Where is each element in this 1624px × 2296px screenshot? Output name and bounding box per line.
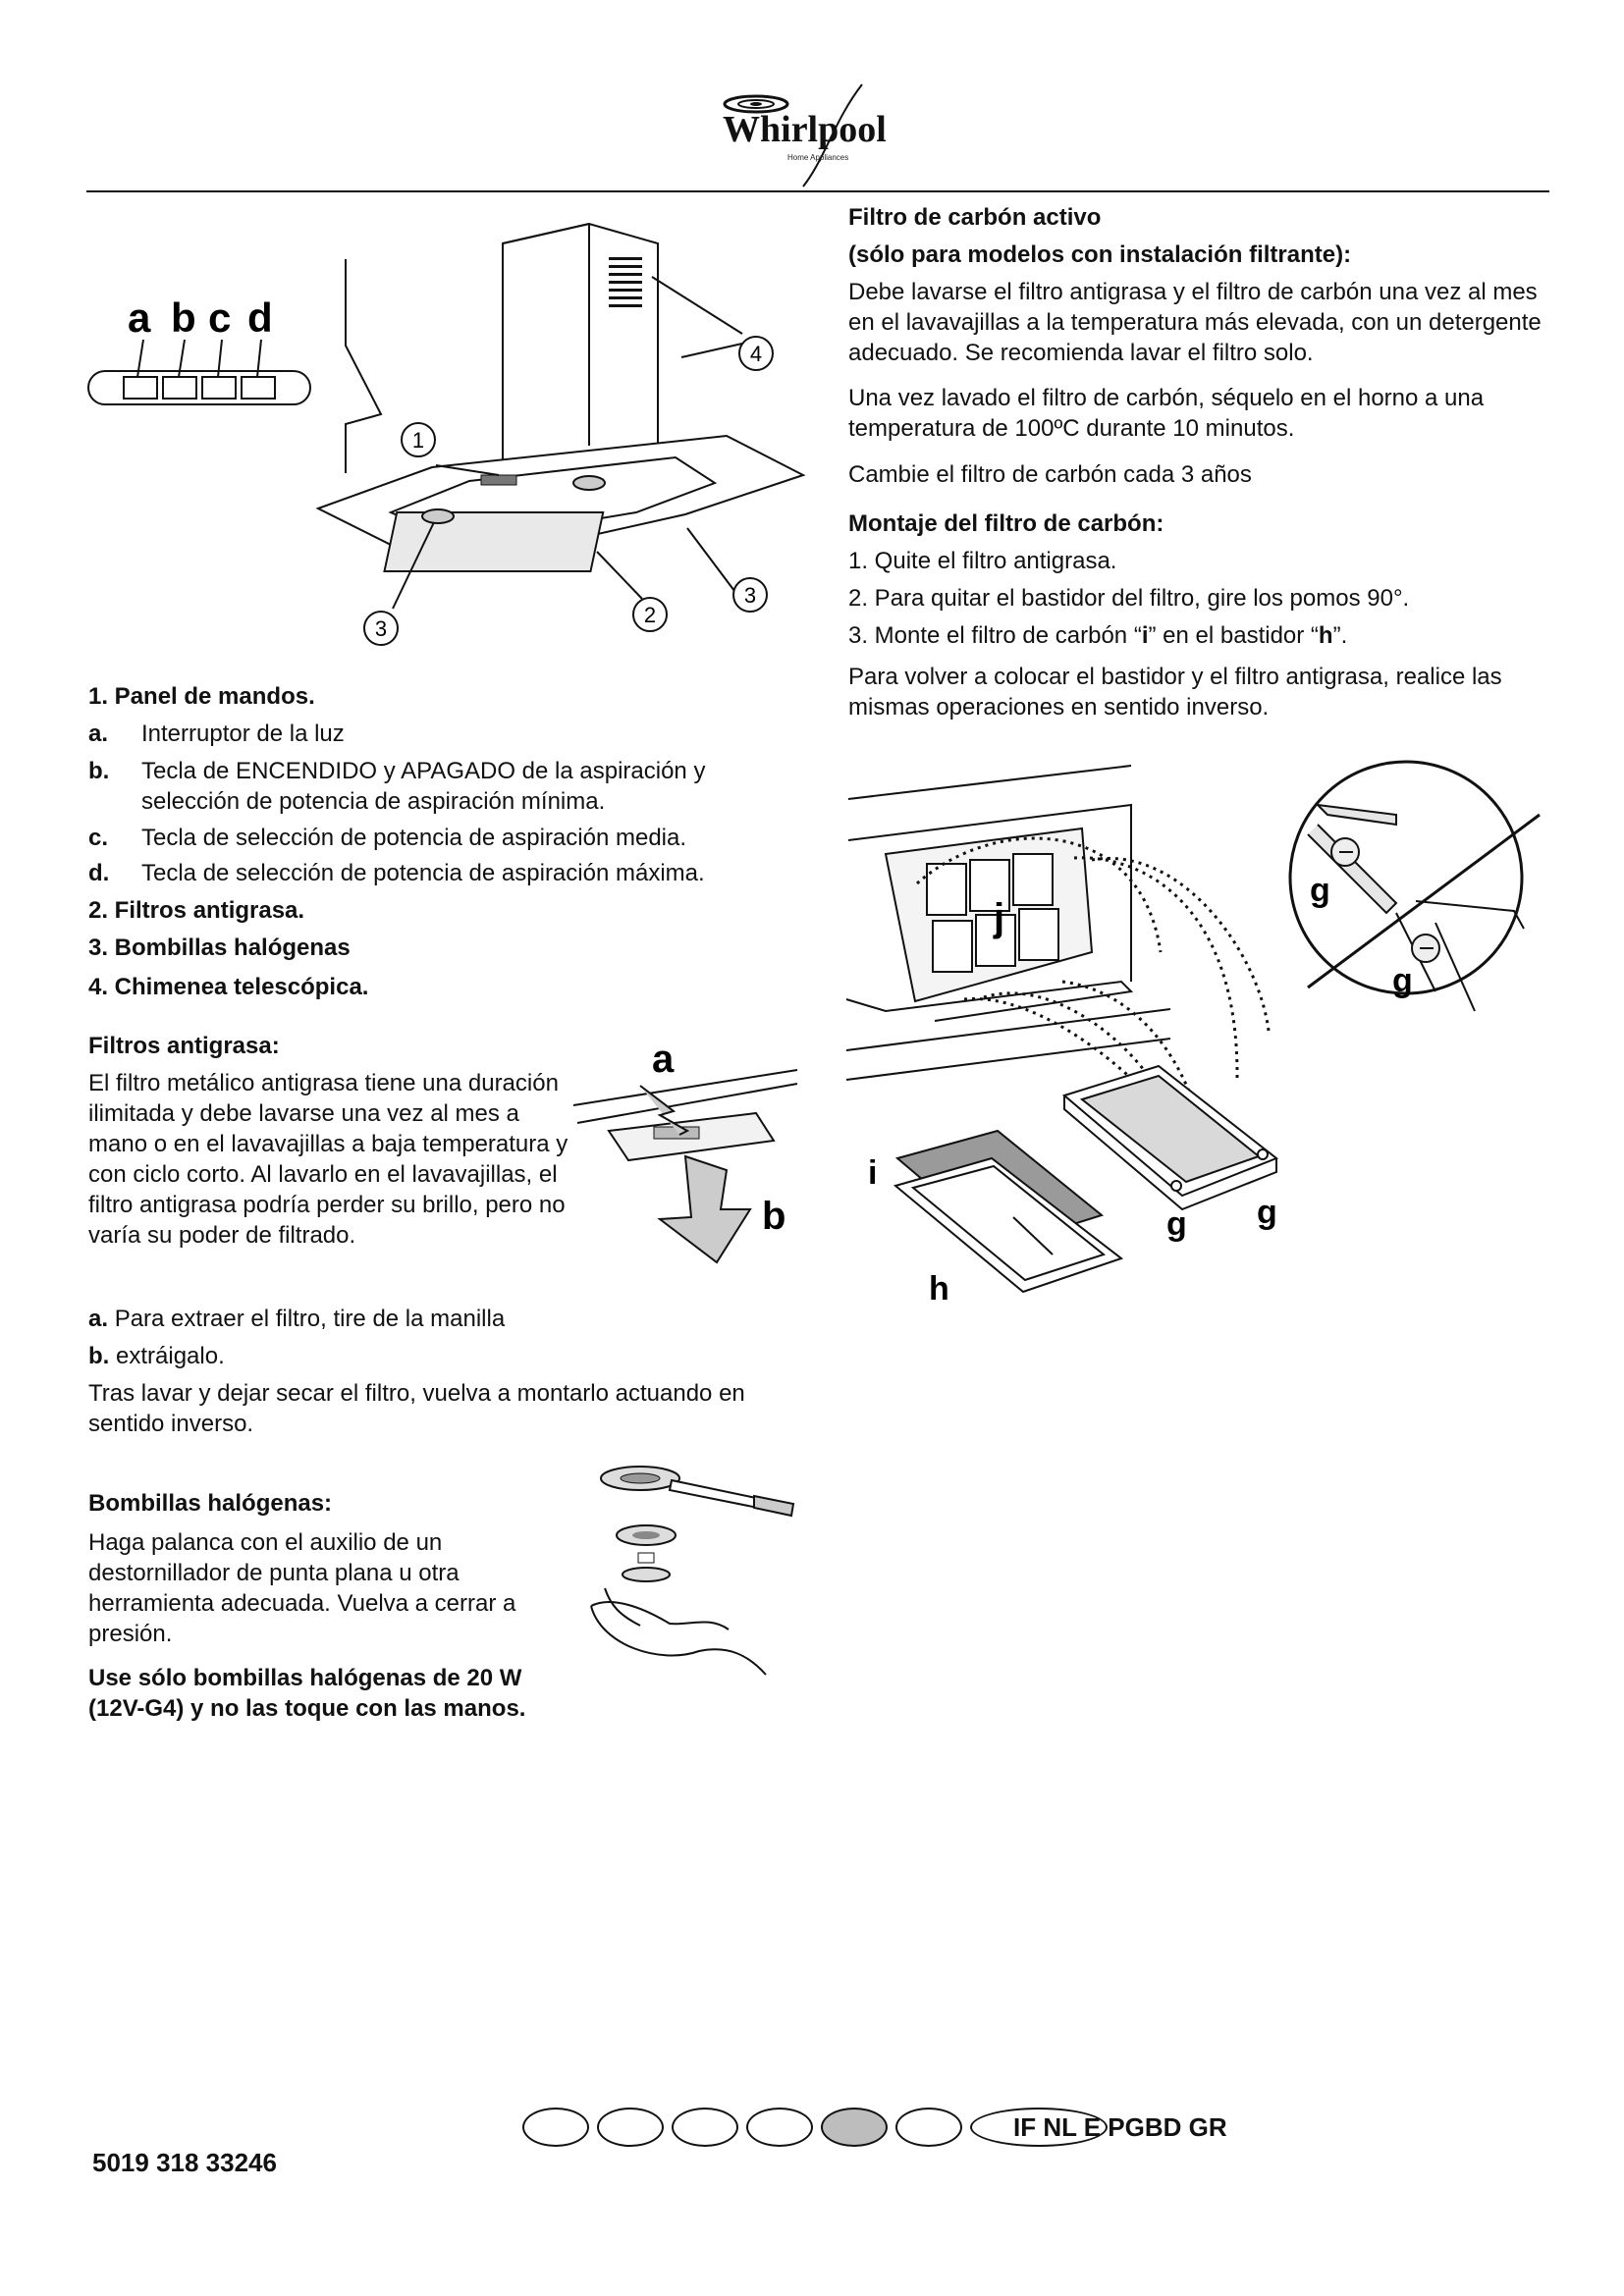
- mounting-heading: Montaje del filtro de carbón:: [848, 510, 1164, 537]
- fig-label-i: i: [868, 1154, 878, 1192]
- document-code: 5019 318 33246: [92, 2148, 277, 2177]
- halogen-heading: Bombillas halógenas:: [88, 1490, 333, 1517]
- carbon-filter-mounting-diagram: [846, 756, 1553, 1306]
- control-letter-a: a: [128, 294, 151, 341]
- callout-4: 4: [749, 342, 763, 366]
- grease-step-b: b. extráigalo.: [88, 1343, 225, 1369]
- carbon-paragraph-3: Cambie el filtro de carbón cada 3 años: [848, 461, 1252, 488]
- grease-heading: Filtros antigrasa:: [88, 1033, 280, 1059]
- callout-3-left: 3: [374, 616, 388, 641]
- parts-heading: 1. Panel de mandos.: [88, 683, 315, 710]
- language-pill-active: [821, 2108, 888, 2147]
- fig-label-b: b: [762, 1195, 786, 1238]
- parts-extra-2: 2. Filtros antigrasa.: [88, 897, 305, 924]
- callout-1: 1: [411, 428, 425, 453]
- parts-extra-3: 3. Bombillas halógenas: [88, 934, 351, 961]
- fig-label-a: a: [652, 1038, 675, 1081]
- carbon-paragraph-1: Debe lavarse el filtro antigrasa y el filtro de carbón una vez al mes en el lavavajillas a la temperatura más elevada, con un detergente adecuado. Se recomienda lavar el filtro solo.: [848, 279, 1542, 366]
- grease-body: El filtro metálico antigrasa tiene una duración ilimitada y debe lavarse una vez al mes a mano o en el lavavajillas a baja temperatura y con ciclo corto. Al lavarlo en el lavavajillas, el filtro antigrasa podría perder su brillo, pero no varía su poder de filtrado.: [88, 1070, 568, 1249]
- header-rule: [86, 190, 1549, 192]
- callout-3-right: 3: [743, 583, 757, 608]
- fig-label-g-mag-2: g: [1392, 962, 1413, 999]
- parts-item-c: c. Tecla de selección de potencia de aspiración media.: [88, 825, 687, 851]
- mounting-outro: Para volver a colocar el bastidor y el filtro antigrasa, realice las mismas operaciones en sentido inverso.: [848, 664, 1502, 721]
- brand-logo: [687, 80, 913, 188]
- language-pill: [522, 2108, 589, 2147]
- grease-step-a: a. Para extraer el filtro, tire de la manilla: [88, 1306, 506, 1332]
- language-pill: [597, 2108, 664, 2147]
- parts-extra-4: 4. Chimenea telescópica.: [88, 974, 369, 1000]
- fig-label-g-4: g: [1257, 1194, 1277, 1231]
- parts-item-b-label: b.: [88, 758, 110, 784]
- carbon-paragraph-2: Una vez lavado el filtro de carbón, séquelo en el horno a una temperatura de 100ºC durante 10 minutos.: [848, 385, 1485, 442]
- halogen-bulb-diagram: [581, 1459, 797, 1684]
- grease-after: Tras lavar y dejar secar el filtro, vuelva a montarlo actuando en sentido inverso.: [88, 1380, 745, 1437]
- halogen-warning: Use sólo bombillas halógenas de 20 W (12V-G4) y no las toque con las manos.: [88, 1665, 526, 1722]
- carbon-heading-2: (sólo para modelos con instalación filtrante):: [848, 241, 1352, 268]
- control-letter-d: d: [247, 294, 273, 341]
- mounting-step-3: 3. Monte el filtro de carbón “i” en el bastidor “h”.: [848, 622, 1348, 649]
- parts-item-b-text: Tecla de ENCENDIDO y APAGADO de la aspiración y selección de potencia de aspiración mínima.: [141, 758, 706, 815]
- carbon-heading-1: Filtro de carbón activo: [848, 204, 1102, 231]
- brand-name: Whirlpool: [723, 109, 887, 150]
- mounting-step-2: 2. Para quitar el bastidor del filtro, gire los pomos 90°.: [848, 585, 1410, 612]
- language-codes: IF NL E PGBD GR: [1013, 2112, 1227, 2142]
- fig-label-g-3: g: [1166, 1205, 1187, 1243]
- fig-label-h: h: [929, 1270, 949, 1308]
- hood-diagram: [86, 218, 793, 641]
- control-letter-b: b: [171, 294, 196, 341]
- control-letter-c: c: [208, 294, 232, 341]
- fig-label-j: j: [994, 896, 1005, 939]
- callout-2: 2: [643, 603, 657, 627]
- parts-item-a: a. Interruptor de la luz: [88, 721, 345, 747]
- language-pill: [746, 2108, 813, 2147]
- parts-item-d: d. Tecla de selección de potencia de aspiración máxima.: [88, 860, 705, 886]
- language-pill: [895, 2108, 962, 2147]
- mounting-step-1: 1. Quite el filtro antigrasa.: [848, 548, 1117, 574]
- halogen-body: Haga palanca con el auxilio de un destornillador de punta plana u otra herramienta adecuada. Vuelva a cerrar a presión.: [88, 1529, 516, 1647]
- fig-label-g-mag-1: g: [1310, 872, 1330, 909]
- grease-filter-removal-diagram: [569, 1038, 805, 1278]
- brand-subtitle: Home Appliances: [787, 153, 849, 162]
- language-pill: [672, 2108, 738, 2147]
